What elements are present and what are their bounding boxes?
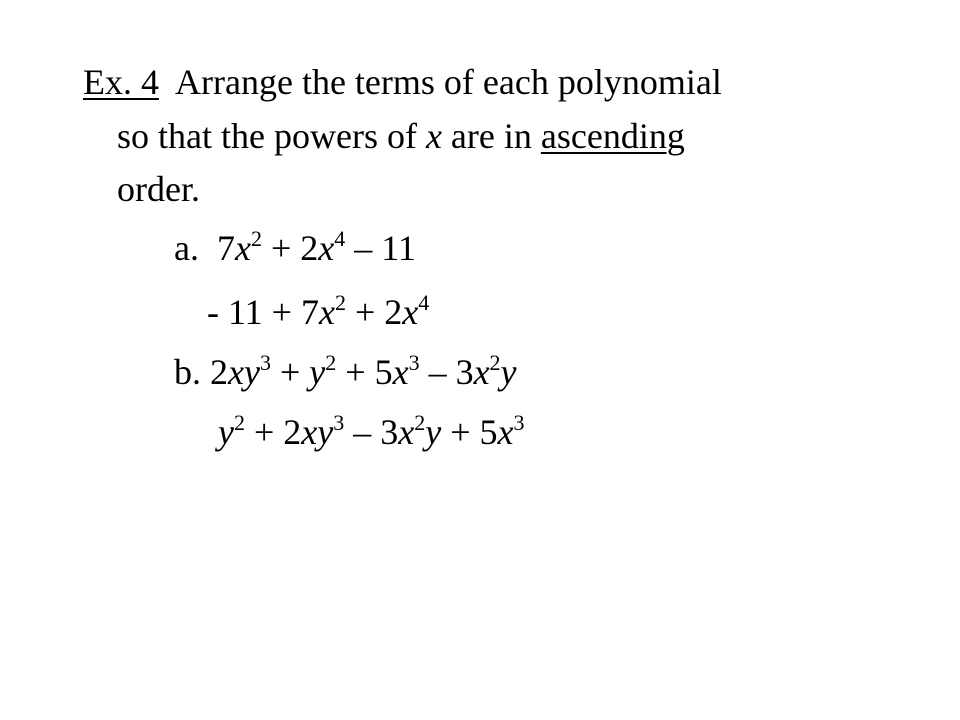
exponent: 2: [250, 226, 262, 251]
exponent: 2: [334, 290, 346, 315]
term: + 2: [244, 412, 302, 452]
exponent: 3: [333, 410, 345, 435]
variable: y: [309, 352, 326, 392]
heading-text-2b: are in: [441, 116, 541, 156]
variable: y: [218, 412, 234, 452]
exponent: 3: [259, 350, 271, 375]
variable: x: [473, 352, 490, 392]
term: + 5: [441, 412, 498, 452]
variable: x: [402, 292, 419, 332]
variable: x: [398, 412, 415, 452]
variable: x: [234, 228, 251, 268]
term: – 11: [345, 228, 416, 268]
term: a. 7: [174, 228, 235, 268]
exponent: 4: [418, 290, 430, 315]
exponent: 2: [489, 350, 501, 375]
variable: x: [392, 352, 409, 392]
exponent: 4: [334, 226, 346, 251]
example-label: Ex. 4: [83, 62, 159, 102]
term: +: [270, 352, 310, 392]
ascending-emphasis: ascending: [540, 116, 685, 156]
term: – 3: [344, 412, 399, 452]
variable: x: [497, 412, 514, 452]
part-b-problem: [174, 350, 517, 394]
exponent: 2: [414, 410, 426, 435]
term: + 5: [336, 352, 393, 392]
variable: x: [318, 228, 335, 268]
part-a-problem: [174, 226, 416, 270]
variable: y: [500, 352, 517, 392]
variable: x: [318, 292, 335, 332]
term: – 3: [419, 352, 474, 392]
heading-line-2: [117, 114, 685, 158]
term: b. 2: [174, 352, 228, 392]
part-b-answer: [218, 410, 525, 454]
heading-text-1: Arrange the terms of each polynomial: [159, 62, 722, 102]
exponent: 2: [233, 410, 245, 435]
exponent: 3: [408, 350, 420, 375]
term: - 11 + 7: [207, 292, 319, 332]
part-a-answer: [207, 290, 429, 334]
exponent: 2: [325, 350, 337, 375]
term: + 2: [261, 228, 319, 268]
term: + 2: [345, 292, 403, 332]
exponent: 3: [513, 410, 525, 435]
variable: xy: [228, 352, 260, 392]
variable: y: [425, 412, 442, 452]
heading-line-1: [83, 60, 722, 104]
variable-x: x: [425, 116, 442, 156]
variable: xy: [301, 412, 334, 452]
heading-text-2a: so that the powers of: [117, 116, 426, 156]
heading-line-3: order.: [117, 169, 200, 209]
